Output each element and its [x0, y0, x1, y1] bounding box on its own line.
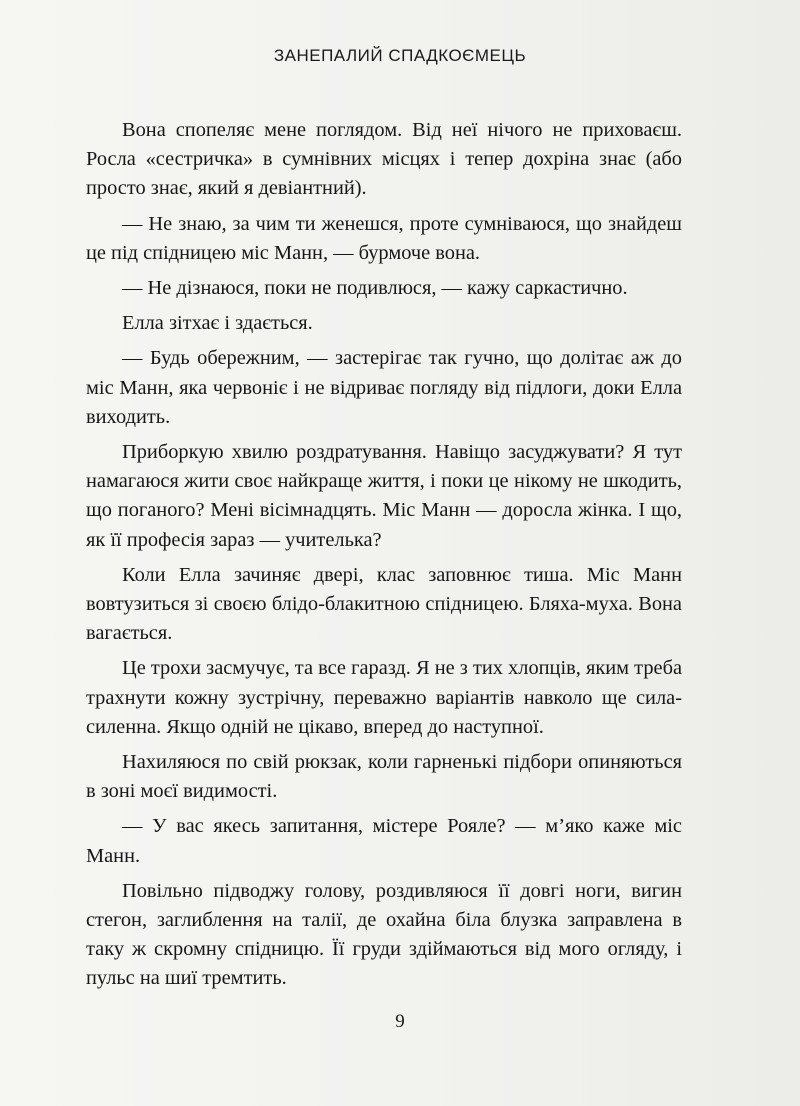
paragraph: Нахиляюся по свій рюкзак, коли гарненькі підбори опиняються в зоні моєї видимості.: [86, 751, 682, 803]
paragraph: — Не дізнаюся, поки не подивлюся, — кажу саркастично.: [122, 277, 628, 300]
paragraph: Вона спопеляє мене поглядом. Від неї нічого не приховаєш. Росла «сестричка» в сумнівних місцях і тепер дохріна знає (або просто знає, який я девіантний).: [86, 119, 682, 200]
page-number: 9: [395, 1011, 405, 1032]
paragraph: Це трохи засмучує, та все гаразд. Я не з тих хлопців, яким треба трахнути кожну зустрічну, переважно варіантів навколо ще сила-силенна. Якщо одній не цікаво, вперед до наступної.: [86, 657, 682, 738]
paragraph: — Будь обережним, — застерігає так гучно, що долітає аж до міс Манн, яка червоніє і не відриває погляду від підлоги, доки Елла виходить.: [86, 347, 682, 428]
paragraph: Елла зітхає і здається.: [122, 312, 313, 335]
running-head: ЗАНЕПАЛИЙ СПАДКОЄМЕЦЬ: [273, 46, 527, 65]
paragraph: Приборкую хвилю роздратування. Навіщо засуджувати? Я тут намагаюся жити своє найкраще життя, і поки це нікому не шкодить, що поганого? Мені вісімнадцять. Міс Манн — доросла жінка. І що, як її професія зараз — учителька?: [86, 441, 682, 551]
paragraph: — Не знаю, за чим ти женешся, проте сумніваюся, що знайдеш це під спідницею міс Манн, — бурмоче вона.: [86, 212, 682, 264]
body-text: [86, 116, 682, 1000]
paragraph: — У вас якесь запитання, містере Рояле? — м’яко каже міс Манн.: [86, 815, 682, 867]
paragraph: Коли Елла зачиняє двері, клас заповнює тиша. Міс Манн вовтузиться зі своєю блідо-блакитною спідницею. Бляха-муха. Вона вагається.: [86, 563, 682, 645]
paragraph: Повільно підводжу голову, роздивляюся її довгі ноги, вигин стегон, заглиблення на талії, де охайна біла блузка заправлена в таку ж скромну спідницю. Її груди здіймаються від мого огляду, і пульс на шиї тремтить.: [86, 879, 682, 990]
